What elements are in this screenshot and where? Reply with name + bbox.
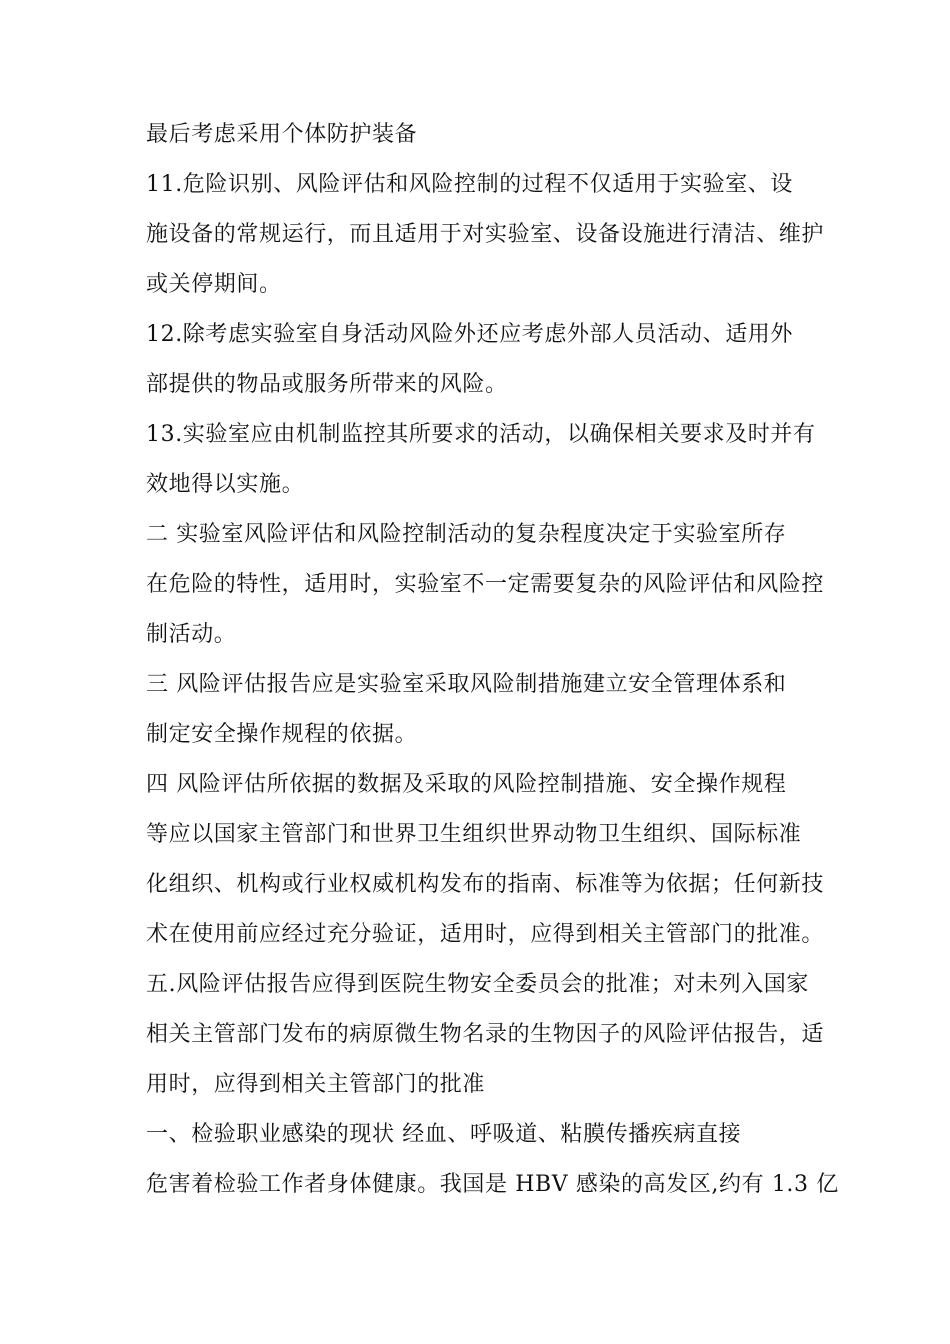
text-line: 效地得以实施。: [146, 472, 305, 497]
text-line: 13.实验室应由机制监控其所要求的活动，以确保相关要求及时并有: [146, 422, 816, 447]
text-line: 最后考虑采用个体防护装备: [146, 122, 418, 147]
text-line: 一、检验职业感染的现状 经血、呼吸道、粘膜传播疾病直接: [146, 1122, 742, 1147]
text-line: 施设备的常规运行，而且适用于对实验室、设备设施进行清洁、维护: [146, 222, 825, 247]
text-line: 用时，应得到相关主管部门的批准: [146, 1072, 486, 1097]
text-line: 二 实验室风险评估和风险控制活动的复杂程度决定于实验室所存: [146, 522, 787, 547]
text-line: 术在使用前应经过充分验证，适用时，应得到相关主管部门的批准。: [146, 922, 825, 947]
text-line: 制定安全操作规程的依据。: [146, 722, 418, 747]
text-line: 四 风险评估所依据的数据及采取的风险控制措施、安全操作规程: [146, 772, 787, 797]
text-line: 或关停期间。: [146, 272, 282, 297]
text-line: 制活动。: [146, 622, 237, 647]
text-line: 部提供的物品或服务所带来的风险。: [146, 372, 508, 397]
text-line: 五.风险评估报告应得到医院生物安全委员会的批准；对未列入国家: [146, 972, 809, 997]
text-line: 化组织、机构或行业权威机构发布的指南、标准等为依据；任何新技: [146, 872, 825, 897]
text-line: 等应以国家主管部门和世界卫生组织世界动物卫生组织、国际标准: [146, 822, 802, 847]
text-line: 相关主管部门发布的病原微生物名录的生物因子的风险评估报告，适: [146, 1022, 825, 1047]
text-line: 三 风险评估报告应是实验室采取风险制措施建立安全管理体系和: [146, 672, 787, 697]
text-line: 在危险的特性，适用时，实验室不一定需要复杂的风险评估和风险控: [146, 572, 825, 597]
text-line: 11.危险识别、风险评估和风险控制的过程不仅适用于实验室、设: [146, 172, 793, 197]
text-line: 12.除考虑实验室自身活动风险外还应考虑外部人员活动、适用外: [146, 322, 793, 347]
text-line: 危害着检验工作者身体健康。我国是 HBV 感染的高发区,约有 1.3 亿: [146, 1172, 839, 1197]
